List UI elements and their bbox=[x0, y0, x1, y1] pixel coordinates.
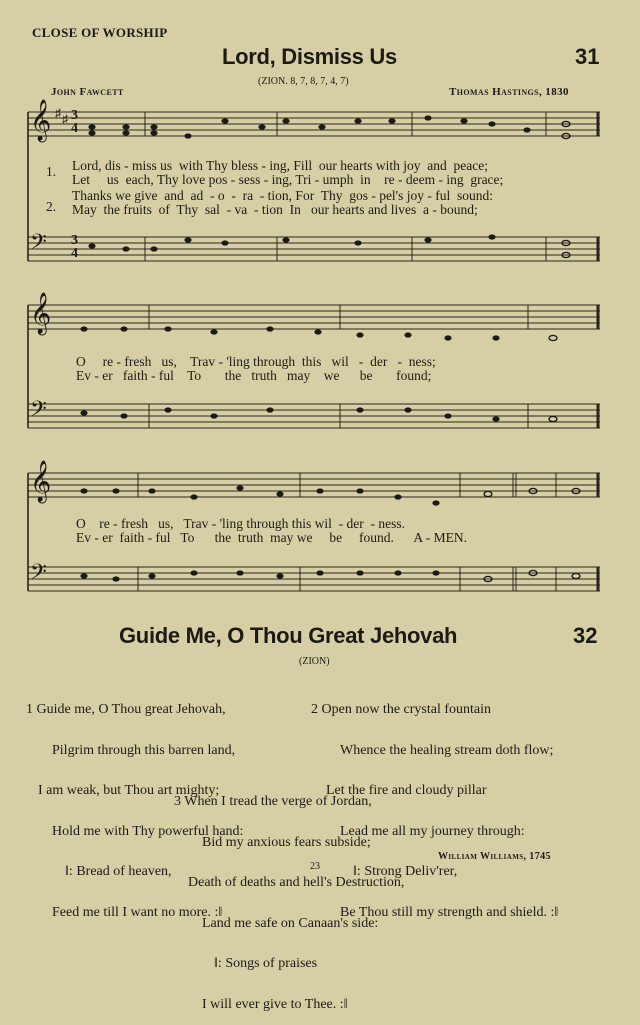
verse-line: Pilgrim through this barren land, bbox=[52, 742, 236, 758]
verse-line: Lead me all my journey through: bbox=[340, 823, 525, 839]
time-signature-top: 3 bbox=[71, 108, 78, 123]
lyric-line: Ev - er faith - ful To the truth may we be found. A - MEN. bbox=[76, 530, 467, 545]
lyric-line: Let us each, Thy love pos - sess - ing, Tri - umph in re - deem - ing grace; bbox=[72, 172, 504, 187]
verse-3 bbox=[174, 768, 404, 1025]
verse-line: Be Thou still my strength and shield. :‖ bbox=[340, 904, 559, 920]
key-signature-sharp-icon: ♯ bbox=[55, 106, 61, 120]
treble-clef-icon: 𝄞 bbox=[30, 293, 52, 333]
hymn-32-number: 32 bbox=[573, 623, 598, 648]
verse-line: Whence the healing stream doth flow; bbox=[340, 742, 554, 758]
verse-1-label: 1. bbox=[46, 164, 57, 179]
section-label: CLOSE OF WORSHIP bbox=[32, 25, 168, 40]
time-signature-bottom: 4 bbox=[71, 121, 78, 136]
hymn-31-music-credit: Thomas Hastings, 1830 bbox=[449, 86, 569, 98]
verse-line: I am weak, but Thou art mighty; bbox=[38, 783, 220, 798]
hymn-31-title: Lord, Dismiss Us bbox=[222, 44, 397, 69]
verse-line: I will ever give to Thee. :‖ bbox=[202, 996, 348, 1012]
bass-clef-icon: 𝄢 bbox=[30, 230, 47, 259]
hymn-32-title: Guide Me, O Thou Great Jehovah bbox=[119, 623, 458, 648]
verse-line: ‖: Bread of heaven, bbox=[65, 864, 172, 879]
lyric-line: May the fruits of Thy sal - va - tion In our hearts and lives a - bound; bbox=[72, 202, 478, 217]
lyric-line: O re - fresh us, Trav - 'ling through this wil - der - ness. bbox=[76, 516, 406, 531]
verse-number: 2 bbox=[311, 702, 318, 717]
time-signature-top: 3 bbox=[71, 233, 78, 248]
lyric-line: Thanks we give and ad - o - ra - tion, For Thy gos - pel's joy - ful sound: bbox=[72, 188, 493, 203]
verse-line: Feed me till I want no more. :‖ bbox=[52, 904, 223, 920]
treble-clef-icon: 𝄞 bbox=[30, 461, 52, 501]
lyric-line: Lord, dis - miss us with Thy bless - ing, Fill our hearts with joy and peace; bbox=[72, 158, 488, 173]
hymn-32-author: William Williams, 1745 bbox=[438, 851, 551, 862]
verse-line: Open now the crystal fountain bbox=[321, 702, 492, 717]
key-signature-sharp-icon: ♯ bbox=[62, 112, 68, 126]
verse-line: Bid my anxious fears subside; bbox=[202, 834, 371, 850]
verse-number: 1 bbox=[26, 702, 33, 717]
verse-line: ‖: Strong Deliv'rer, bbox=[353, 864, 458, 879]
hymn-31-number: 31 bbox=[575, 44, 600, 69]
bass-clef-icon: 𝄢 bbox=[30, 560, 47, 589]
half-notes bbox=[484, 121, 580, 581]
lyric-line: Ev - er faith - ful To the truth may we be found; bbox=[76, 368, 432, 383]
hymn-32-tune: (ZION) bbox=[299, 656, 330, 667]
hymn-31-words-credit: John Fawcett bbox=[51, 86, 124, 98]
verse-line: Guide me, O Thou great Jehovah, bbox=[36, 702, 226, 717]
bass-clef-icon: 𝄢 bbox=[30, 397, 47, 426]
time-signature-bottom: 4 bbox=[71, 246, 78, 261]
verse-line: Land me safe on Canaan's side: bbox=[202, 915, 379, 931]
verse-line: When I tread the verge of Jordan, bbox=[184, 794, 372, 809]
hymn-31-tune: (ZION. 8, 7, 8, 7, 4, 7) bbox=[258, 76, 349, 87]
verse-number: 3 bbox=[174, 794, 181, 809]
verse-2-label: 2. bbox=[46, 199, 57, 214]
verse-line: Let the fire and cloudy pillar bbox=[326, 783, 487, 798]
treble-clef-icon: 𝄞 bbox=[30, 100, 52, 140]
verse-line: Hold me with Thy powerful hand: bbox=[52, 823, 244, 839]
verse-line: ‖: Songs of praises bbox=[214, 956, 318, 971]
lyric-line: O re - fresh us, Trav - 'ling through this wil - der - ness; bbox=[76, 354, 436, 369]
verse-line: Death of deaths and hell's Destruction, bbox=[188, 875, 405, 890]
page-number: 23 bbox=[310, 861, 320, 872]
